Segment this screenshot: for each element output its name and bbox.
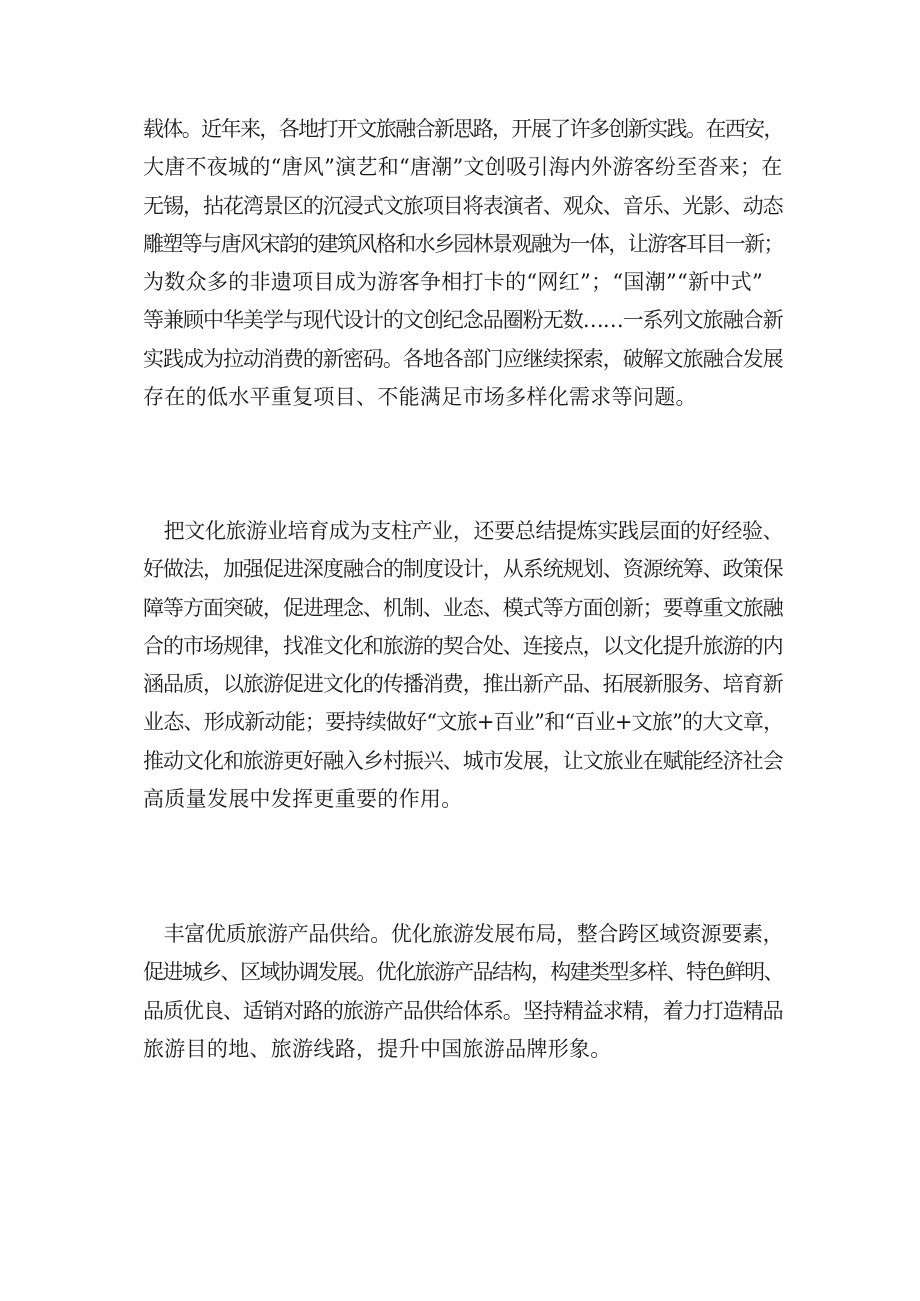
paragraph-line: 业态、形成新动能；要持续做好“文旅+百业”和“百业+文旅”的大文章， [143,710,784,735]
paragraph-line: 好做法，加强促进深度融合的制度设计，从系统规划、资源统筹、政策保 [143,557,783,582]
paragraph-line: 促进城乡、区域协调发展。优化旅游产品结构，构建类型多样、特色鲜明、 [143,960,783,985]
paragraph-line: 丰富优质旅游产品供给。优化旅游发展布局，整合跨区域资源要素， [143,922,784,946]
paragraph-line: 旅游目的地、旅游线路，提升中国旅游品牌形象。 [143,1036,612,1061]
paragraph-tourism-product-supply [143,915,783,1068]
paragraph-cultural-tourism-practices [143,110,783,416]
paragraph-line: 涵品质，以旅游促进文化的传播消费，推出新产品、拓展新服务、培育新 [143,672,783,697]
paragraph-pillar-industry [143,512,783,818]
paragraph-line: 实践成为拉动消费的新密码。各地各部门应继续探索，破解文旅融合发展 [143,346,783,371]
paragraph-line: 合的市场规律，找准文化和旅游的契合处、连接点，以文化提升旅游的内 [143,633,783,658]
paragraph-line: 雕塑等与唐风宋韵的建筑风格和水乡园林景观融为一体，让游客耳目一新； [143,231,783,256]
paragraph-line: 品质优良、适销对路的旅游产品供给体系。坚持精益求精，着力打造精品 [143,998,783,1023]
paragraph-line: 高质量发展中发挥更重要的作用。 [143,787,463,812]
paragraph-line: 存在的低水平重复项目、不能满足市场多样化需求等问题。 [143,385,697,410]
paragraph-line: 把文化旅游业培育成为支柱产业，还要总结提炼实践层面的好经验、 [143,519,784,543]
paragraph-line: 推动文化和旅游更好融入乡村振兴、城市发展，让文旅业在赋能经济社会 [143,748,783,773]
paragraph-line: 障等方面突破，促进理念、机制、业态、模式等方面创新；要尊重文旅融 [143,595,783,620]
paragraph-line: 等兼顾中华美学与现代设计的文创纪念品圈粉无数……一系列文旅融合新 [143,308,783,333]
paragraph-line: 载体。近年来，各地打开文旅融合新思路，开展了许多创新实践。在西安， [143,117,783,141]
paragraph-line: 为数众多的非遗项目成为游客争相打卡的“网红”；“国潮”“新中式” [143,270,764,295]
paragraph-line: 大唐不夜城的“唐风”演艺和“唐潮”文创吸引海内外游客纷至沓来；在 [143,155,783,180]
paragraph-line: 无锡，拈花湾景区的沉浸式文旅项目将表演者、观众、音乐、光影、动态 [143,193,783,218]
